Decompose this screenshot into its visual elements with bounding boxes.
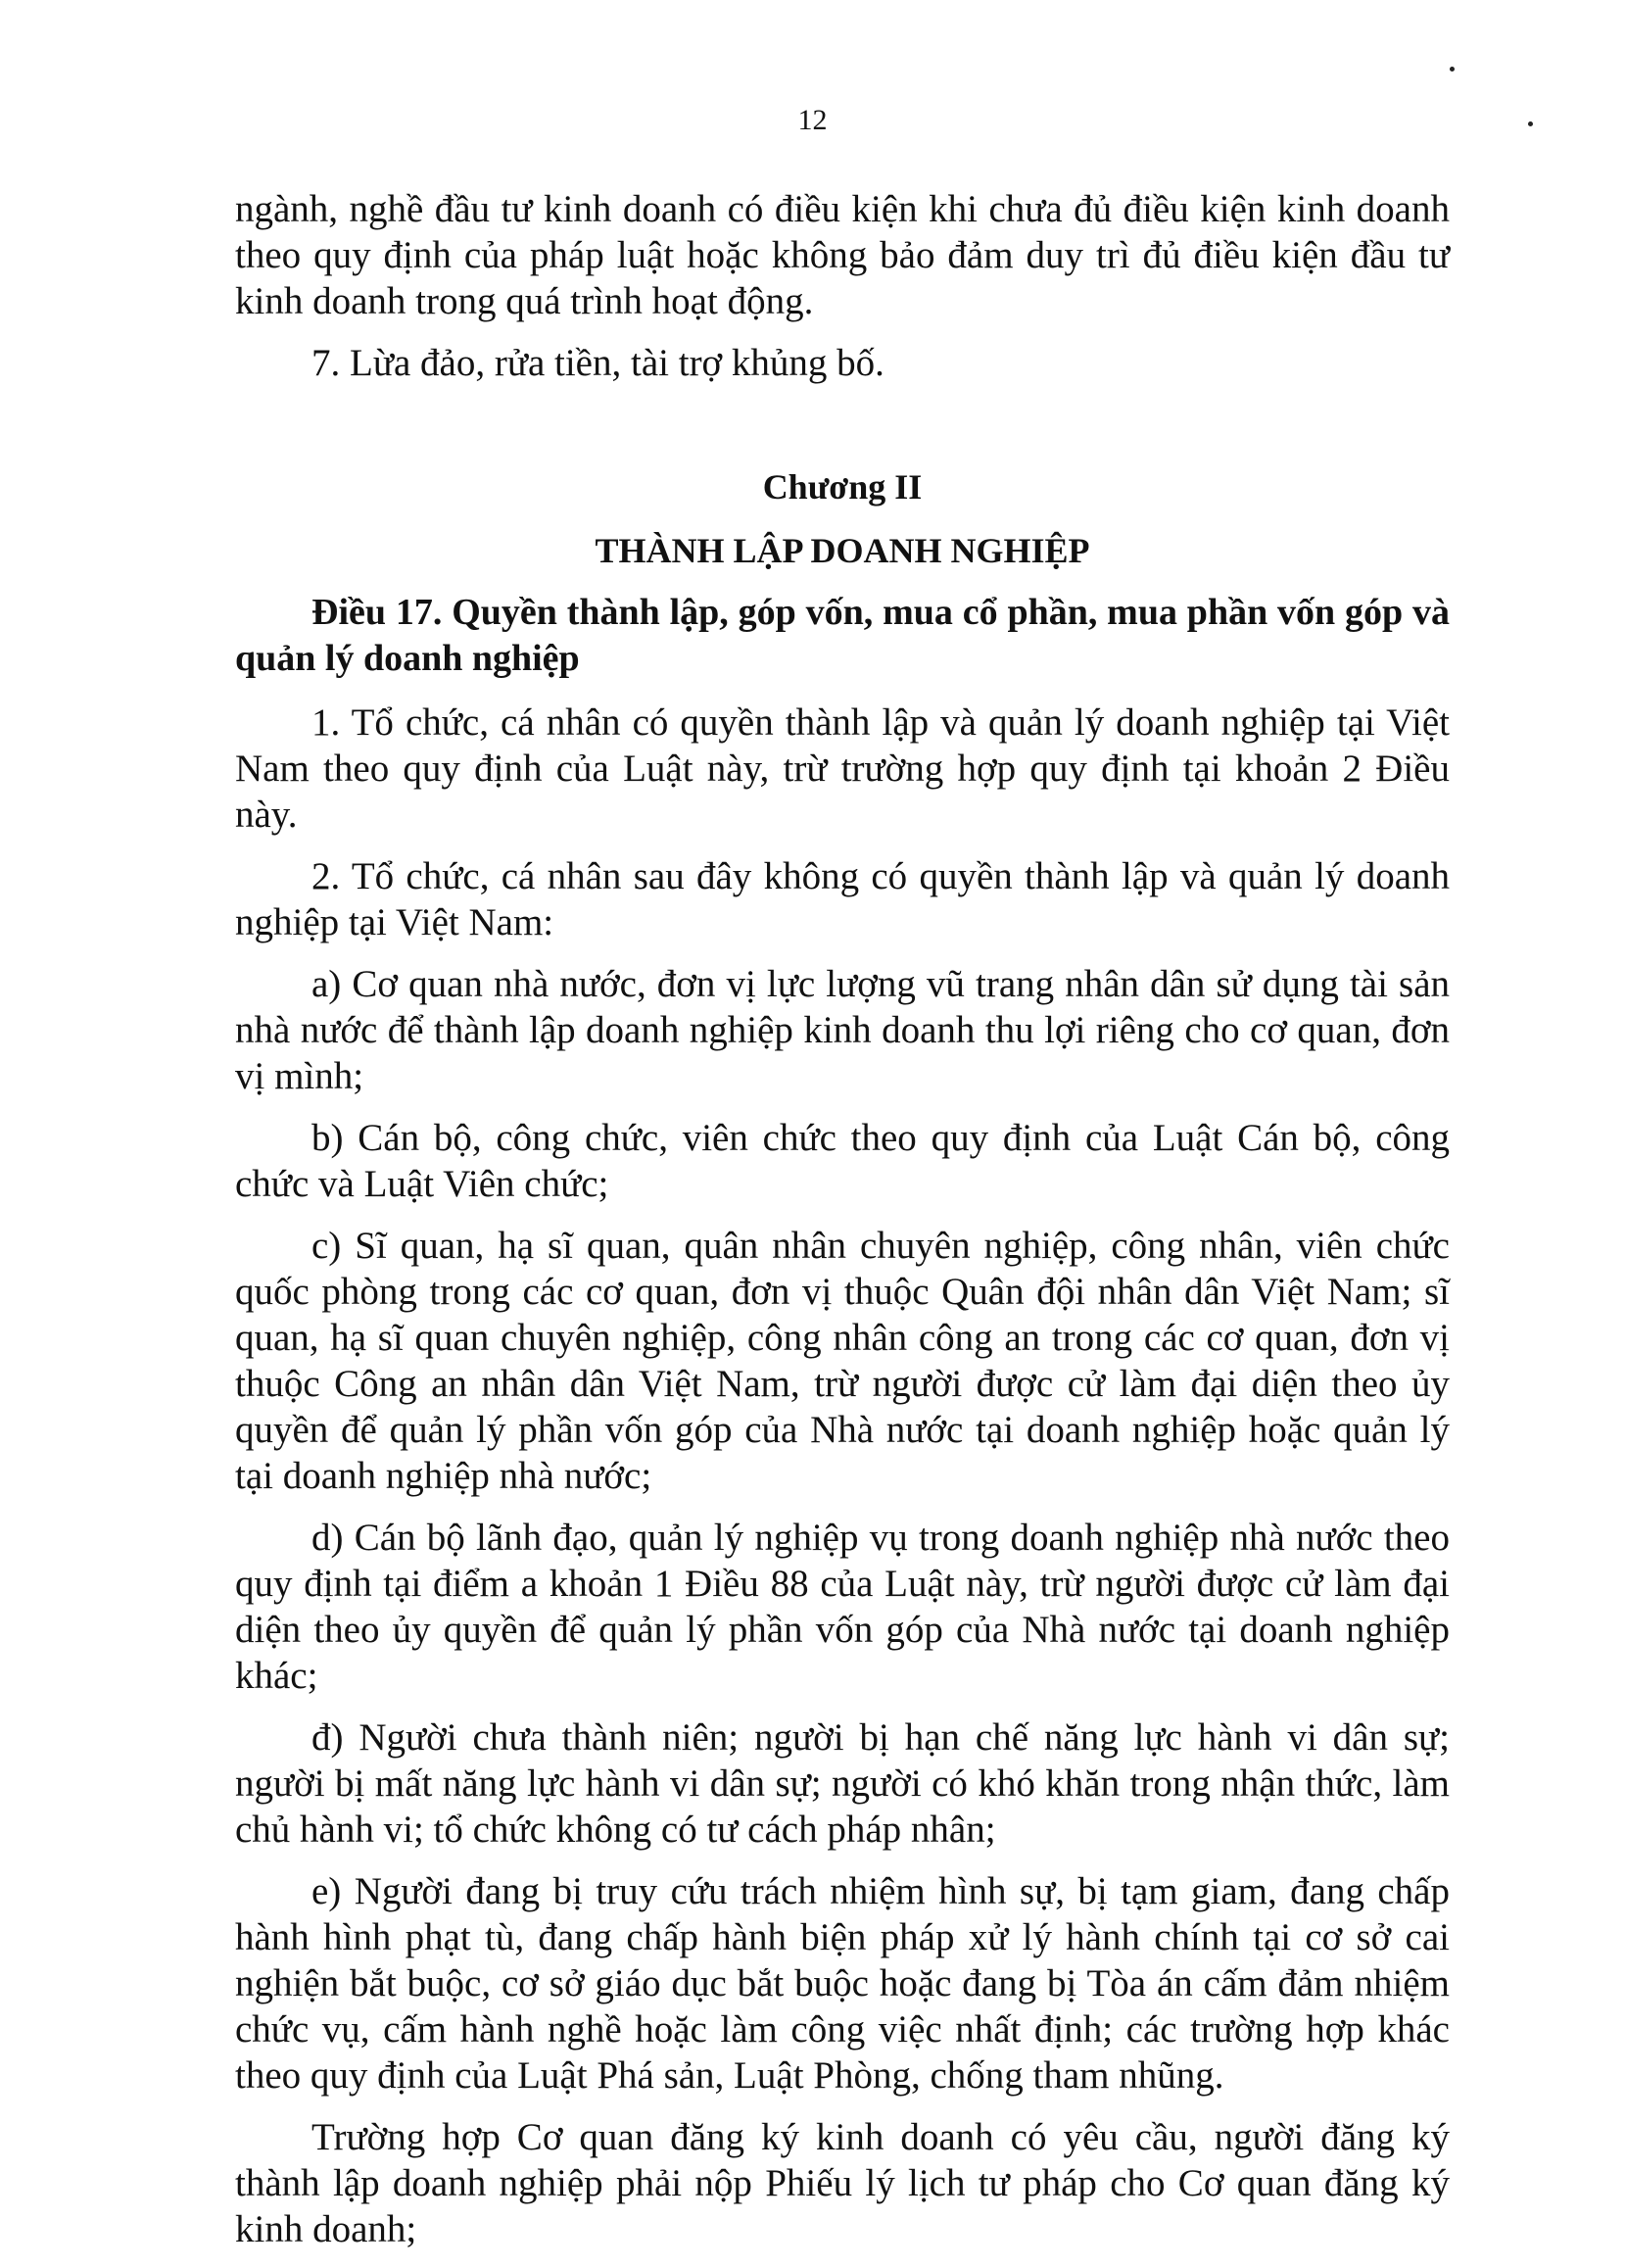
scan-speck: [1450, 67, 1455, 72]
point-dd: đ) Người chưa thành niên; người bị hạn chế năng lực hành vi dân sự; người bị mất năng lực hành vi dân sự; người có khó khăn trong nhận thức, làm chủ hành vi; tổ chức không có tư cách pháp nhân;: [235, 1716, 1450, 1851]
carryover-paragraph: ngành, nghề đầu tư kinh doanh có điều kiện khi chưa đủ điều kiện kinh doanh theo quy định của pháp luật hoặc không bảo đảm duy trì đủ điều kiện đầu tư kinh doanh trong quá trình hoạt động.: [235, 188, 1450, 322]
article-heading: [235, 590, 1450, 682]
point-b: b) Cán bộ, công chức, viên chức theo quy định của Luật Cán bộ, công chức và Luật Viên chức;: [235, 1117, 1450, 1205]
scan-speck: [1528, 121, 1533, 126]
page-number: 12: [797, 104, 828, 136]
point-c: c) Sĩ quan, hạ sĩ quan, quân nhân chuyên nghiệp, công nhân, viên chức quốc phòng trong các cơ quan, đơn vị thuộc Quân đội nhân dân Việt Nam; sĩ quan, hạ sĩ quan chuyên nghiệp, công nhân công an trong các cơ quan, đơn vị thuộc Công an nhân dân Việt Nam, trừ người được cử làm đại diện theo ủy quyền để quản lý phần vốn góp của Nhà nước tại doanh nghiệp hoặc quản lý tại doanh nghiệp nhà nước;: [235, 1225, 1450, 1497]
item-7: 7. Lừa đảo, rửa tiền, tài trợ khủng bố.: [311, 342, 884, 384]
document-body: [235, 186, 1450, 2268]
article-title: Quyền thành lập, góp vốn, mua cổ phần, mua phần vốn góp và quản lý doanh nghiệp: [235, 592, 1451, 679]
point-e: e) Người đang bị truy cứu trách nhiệm hình sự, bị tạm giam, đang chấp hành hình phạt tù, đang chấp hành biện pháp xử lý hành chính tại cơ sở cai nghiện bắt buộc, cơ sở giáo dục bắt buộc hoặc đang bị Tòa án cấm đảm nhiệm chức vụ, cấm hành nghề hoặc làm công việc nhất định; các trường hợp khác theo quy định của Luật Phá sản, Luật Phòng, chống tham nhũng.: [235, 1870, 1450, 2097]
chapter-subtitle: THÀNH LẬP DOANH NGHIỆP: [595, 531, 1090, 570]
clause-2: 2. Tổ chức, cá nhân sau đây không có quyền thành lập và quản lý doanh nghiệp tại Việt Nam:: [235, 855, 1450, 943]
clause-1: 1. Tổ chức, cá nhân có quyền thành lập và quản lý doanh nghiệp tại Việt Nam theo quy định của Luật này, trừ trường hợp quy định tại khoản 2 Điều này.: [235, 701, 1450, 836]
article-number: Điều 17.: [311, 592, 443, 633]
point-a: a) Cơ quan nhà nước, đơn vị lực lượng vũ trang nhân dân sử dụng tài sản nhà nước để thành lập doanh nghiệp kinh doanh thu lợi riêng cho cơ quan, đơn vị mình;: [235, 963, 1450, 1097]
point-d: d) Cán bộ lãnh đạo, quản lý nghiệp vụ trong doanh nghiệp nhà nước theo quy định tại điểm a khoản 1 Điều 88 của Luật này, trừ người được cử làm đại diện theo ủy quyền để quản lý phần vốn góp của Nhà nước tại doanh nghiệp khác;: [235, 1517, 1450, 1697]
closing-paragraph: Trường hợp Cơ quan đăng ký kinh doanh có yêu cầu, người đăng ký thành lập doanh nghiệp phải nộp Phiếu lý lịch tư pháp cho Cơ quan đăng ký kinh doanh;: [235, 2116, 1450, 2250]
chapter-title: Chương II: [762, 467, 923, 507]
